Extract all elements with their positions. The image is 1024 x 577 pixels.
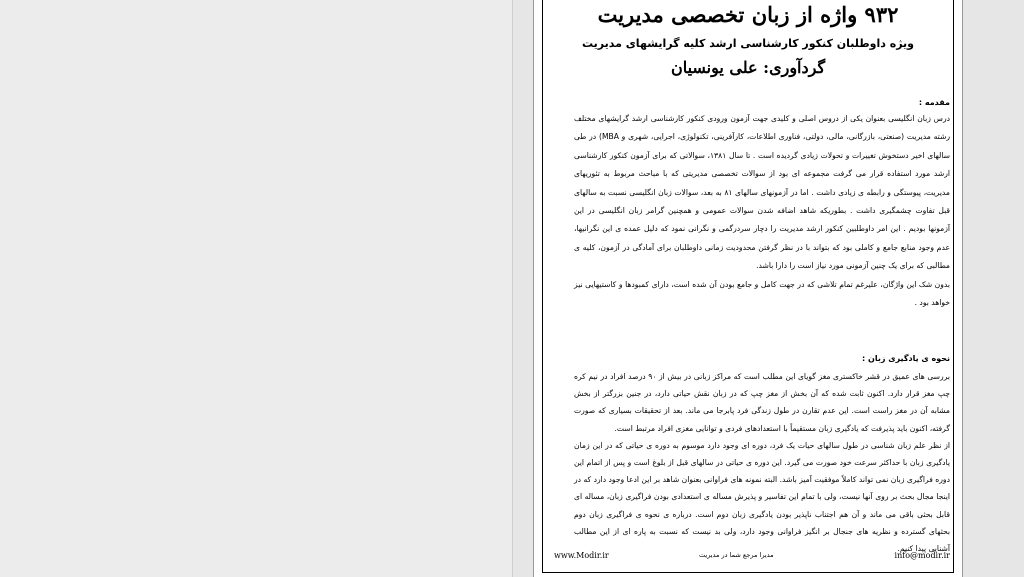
document-title: ۹۳۲ واژه از زبان تخصصی مدیریت bbox=[597, 2, 899, 27]
method-body bbox=[574, 368, 950, 554]
document-page bbox=[533, 0, 963, 577]
footer-email: info@modir.ir bbox=[894, 551, 950, 560]
document-author: گردآوری: علی یونسیان bbox=[670, 58, 826, 77]
method-paragraph: بررسی های عمیق در قشر خاکستری مغز گویای این مطلب است که مراکز زبانی در بیش از ۹۰ درصد افراد در نیم کره چپ مغز قرار دارد. اکنون ثابت شده که آن بخش از مغز چپ که در زبان نقش حیاتی دارد، در جنین بزرگتر از بخش مشابه آن در مغز راست است. این عدم تقارن در طول زندگی فرد پابرجا می ماند. بعد از تحقیقات بسیاری که صورت گرفته، اکنون باید پذیرفت که یادگیری زبان مستقیماً با استعدادهای فردی و توانایی مغزی افراد مرتبط است. bbox=[574, 372, 950, 433]
viewer-right-pane bbox=[963, 0, 1024, 577]
intro-body bbox=[574, 110, 950, 330]
intro-paragraph: درس زبان انگلیسی بعنوان یکی از دروس اصلی و کلیدی جهت آزمون ورودی کنکور کارشناسی ارشد گرایشهای مختلف رشته مدیریت (صنعتی، بازرگانی، مالی، دولتی، فناوری اطلاعات، کارآفرینی، تکنولوژی، اجرایی، شهری و MBA) در طی سالهای اخیر دستخوش تغییرات و تحولات زیادی گردیده است . تا سال ۱۳۸۱، سوالاتی که برای آزمون کنکور کارشناسی ارشد مورد استفاده قرار می گرفت مجموعه ای بود از سوالات تخصصی مدیریتی که با مباحث مربوط به تئوریهای مدیریت، پیوستگی و رابطه ی زیادی داشت . اما در آزمونهای سالهای ۸۱ به بعد، سوالات زبان انگلیسی نسبت به سالهای قبل تفاوت چشمگیری داشت . بطوریکه شاهد اضافه شدن سوالات عمومی و همچنین گرامر زبان انگلیسی در این آزمونها بودیم . این امر داوطلبین کنکور ارشد مدیریت را دچار سردرگمی و نگرانی نمود که دلیل عمده ی این نگرانیها، عدم وجود منابع جامع و کاملی بود که بتواند با در نظر گرفتن محدودیت زمانی داوطلبان برای آمادگی در آزمون، کلیه ی مطالبی که برای یک چنین آزمونی مورد نیاز است را دارا باشد. bbox=[574, 114, 951, 271]
footer-tagline: مدیرا مرجع شما در مدیریت bbox=[699, 551, 774, 559]
method-heading: نحوه ی یادگیری زبان : bbox=[862, 354, 950, 363]
intro-heading: مقدمه : bbox=[918, 98, 950, 107]
viewer-gutter bbox=[513, 0, 533, 577]
intro-paragraph-2: بدون شک این واژگان، علیرغم تمام تلاشی که در جهت کامل و جامع بودن آن شده است، دارای کمبودها و کاستیهایی نیز خواهد بود . bbox=[574, 279, 950, 308]
footer-website: www.Modir.ir bbox=[554, 551, 609, 560]
method-paragraph-2: از نظر علم زبان شناسی در طول سالهای حیات یک فرد، دوره ای وجود دارد موسوم به دوره ی حیاتی که در این زمان یادگیری زبان با حداکثر سرعت خود صورت می گیرد. این دوره ی حیاتی در سالهای قبل از بلوغ است و پس از اتمام این دوره فراگیری زبان نمی تواند کاملاً موفقیت آمیز باشد. البته نمونه های فراوانی بعنوان شاهد بر این ادعا وجود دارد که در اینجا مجال بحث بر روی آنها نیست، ولی با تمام این تفاسیر و پذیرش مساله ی استعدادی بودن فراگیری زبان، مساله ای قابل بحثی باقی می ماند و آن هم اجتناب ناپذیر بودن یادگیری زبان دوم است. درباره ی نحوه ی فراگیری زبان دوم بحثهای گسترده و نظریه های جنجال بر انگیز فراوانی وجود دارد، ولی بد نیست که نسبت به پاره ای از این مطالب آشنایی پیدا کنیم. bbox=[574, 440, 950, 554]
document-subtitle: ویژه داوطلبان کنکور کارشناسی ارشد کلیه گرایشهای مدیریت bbox=[581, 37, 915, 50]
